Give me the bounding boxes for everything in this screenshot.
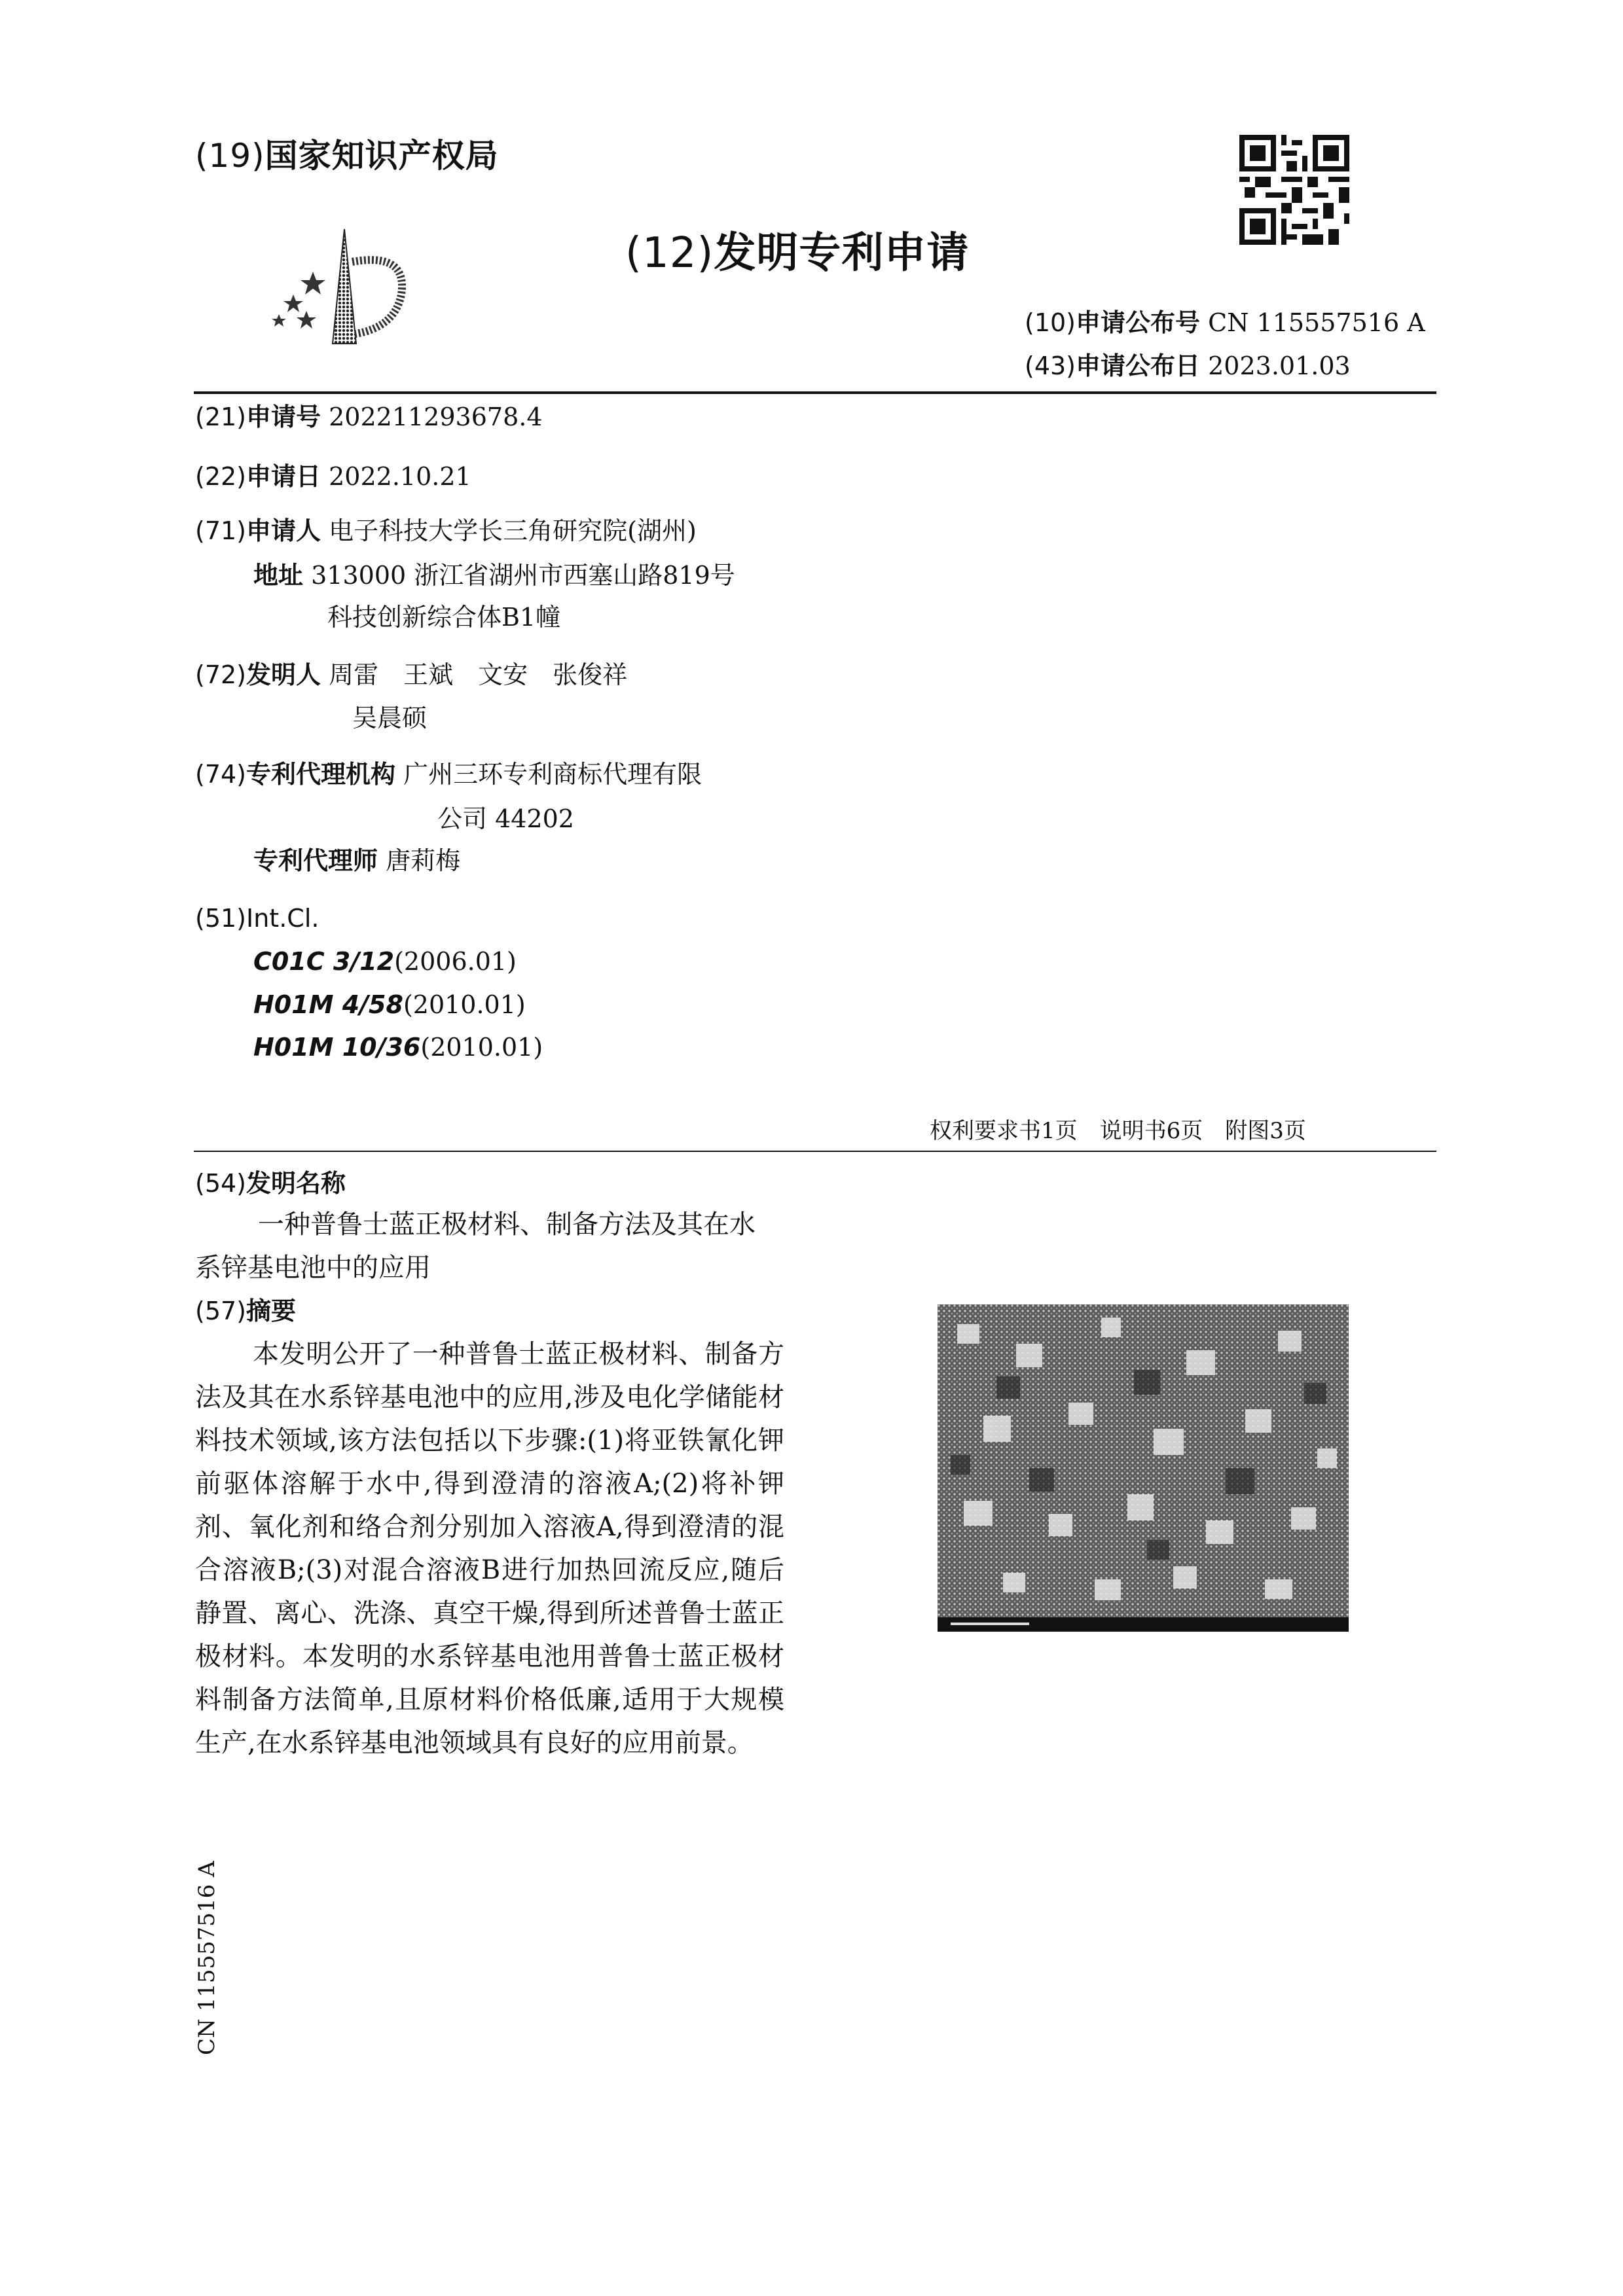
cnipa-logo: [267, 223, 431, 347]
abstract-text: 本发明公开了一种普鲁士蓝正极材料、制备方法及其在水系锌基电池中的应用,涉及电化学储能材料技术领域,该方法包括以下步骤:(1)将亚铁氰化钾前驱体溶解于水中,得到澄清的溶液A;(2)将补钾剂、氧化剂和络合剂分别加入溶液A,得到澄清的混合溶液B;(3)对混合溶液B进行加热回流反应,随后静置、离心、洗涤、真空干燥,得到所述普鲁士蓝正极材料。本发明的水系锌基电池用普鲁士蓝正极材料制备方法简单,且原材料价格低廉,适用于大规模生产,在水系锌基电池领域具有良好的应用前景。: [195, 1339, 784, 1758]
inventor-line-2: 吴晨硕: [352, 704, 428, 732]
class-code: H01M 4/58: [253, 990, 403, 1019]
doc-type-line: [625, 219, 969, 279]
inventor-line-1: 周雷 王斌 文安 张俊祥: [329, 660, 628, 689]
abstract-heading: [195, 1296, 296, 1326]
app-date-line: [195, 461, 471, 492]
class-entry: [253, 990, 526, 1019]
intcl-code: (51): [195, 904, 247, 933]
pub-date-label: 申请公布日: [1076, 351, 1201, 380]
pub-no-label: 申请公布号: [1076, 308, 1201, 337]
pub-date-code: (43): [1025, 351, 1076, 380]
class-code: C01C 3/12: [253, 947, 395, 976]
inventor-label: 发明人: [246, 660, 321, 689]
app-date-value: 2022.10.21: [329, 462, 471, 491]
doc-type: 发明专利申请: [714, 229, 970, 278]
title-line-1: 一种普鲁士蓝正极材料、制备方法及其在水: [258, 1210, 756, 1240]
class-code: H01M 10/36: [253, 1033, 421, 1062]
class-entry: [253, 947, 517, 976]
pub-no-value: CN 115557516 A: [1208, 308, 1425, 337]
section-rule: [194, 1151, 1436, 1152]
app-no-code: (21): [195, 403, 247, 431]
side-publication-number: CN 115557516 A: [194, 1861, 220, 2055]
address-line: [253, 560, 735, 590]
agent-value: 唐莉梅: [386, 846, 461, 875]
class-version: (2010.01): [403, 990, 526, 1019]
abstract-label: 摘要: [246, 1297, 297, 1325]
qr-code: [1239, 135, 1349, 245]
app-no-value: 202211293678.4: [329, 403, 543, 431]
address-line-1: 313000 浙江省湖州市西塞山路819号: [311, 561, 735, 590]
pub-no-code: (10): [1025, 308, 1076, 337]
class-version: (2006.01): [394, 947, 517, 976]
invention-title: [195, 1203, 784, 1289]
intcl-label: Int.Cl.: [246, 904, 319, 933]
agency-label: 专利代理机构: [246, 760, 396, 789]
title-line-2: 系锌基电池中的应用: [195, 1253, 431, 1283]
doc-type-code: (12): [625, 229, 714, 278]
abstract-code: (57): [195, 1297, 247, 1325]
abstract-figure: [938, 1304, 1349, 1632]
agency-line: [195, 759, 702, 789]
address-line-2: 科技创新综合体B1幢: [327, 603, 561, 632]
address-label: 地址: [253, 561, 304, 590]
abstract-body: [195, 1333, 784, 1765]
page-counts: 权利要求书1页 说明书6页 附图3页: [930, 1118, 1306, 1144]
pub-date-line: [1025, 351, 1351, 381]
pub-no-line: [1025, 308, 1425, 338]
office-name: 国家知识产权局: [264, 137, 499, 175]
applicant-code: (71): [195, 516, 247, 545]
app-date-label: 申请日: [246, 462, 321, 491]
agency-line-1: 广州三环专利商标代理有限: [403, 760, 702, 789]
applicant-label: 申请人: [246, 516, 321, 545]
title-label: 发明名称: [246, 1169, 346, 1198]
app-no-label: 申请号: [246, 403, 321, 431]
office-code: (19): [195, 137, 265, 175]
agent-line: [253, 846, 460, 876]
pub-date-value: 2023.01.03: [1208, 351, 1351, 380]
app-no-line: [195, 402, 543, 432]
office-line: [195, 130, 499, 177]
header-rule: [194, 391, 1436, 394]
inventor-line: [195, 660, 627, 690]
intcl-line: [195, 903, 319, 933]
agency-line-2: 公司 44202: [437, 804, 574, 833]
app-date-code: (22): [195, 462, 247, 491]
title-code: (54): [195, 1169, 247, 1198]
title-heading: [195, 1168, 346, 1198]
applicant-line: [195, 516, 697, 546]
applicant-value: 电子科技大学长三角研究院(湖州): [329, 516, 697, 545]
agent-label: 专利代理师: [253, 846, 378, 875]
agency-code: (74): [195, 760, 247, 789]
class-version: (2010.01): [420, 1033, 543, 1062]
class-entry: [253, 1033, 543, 1062]
inventor-code: (72): [195, 660, 247, 689]
